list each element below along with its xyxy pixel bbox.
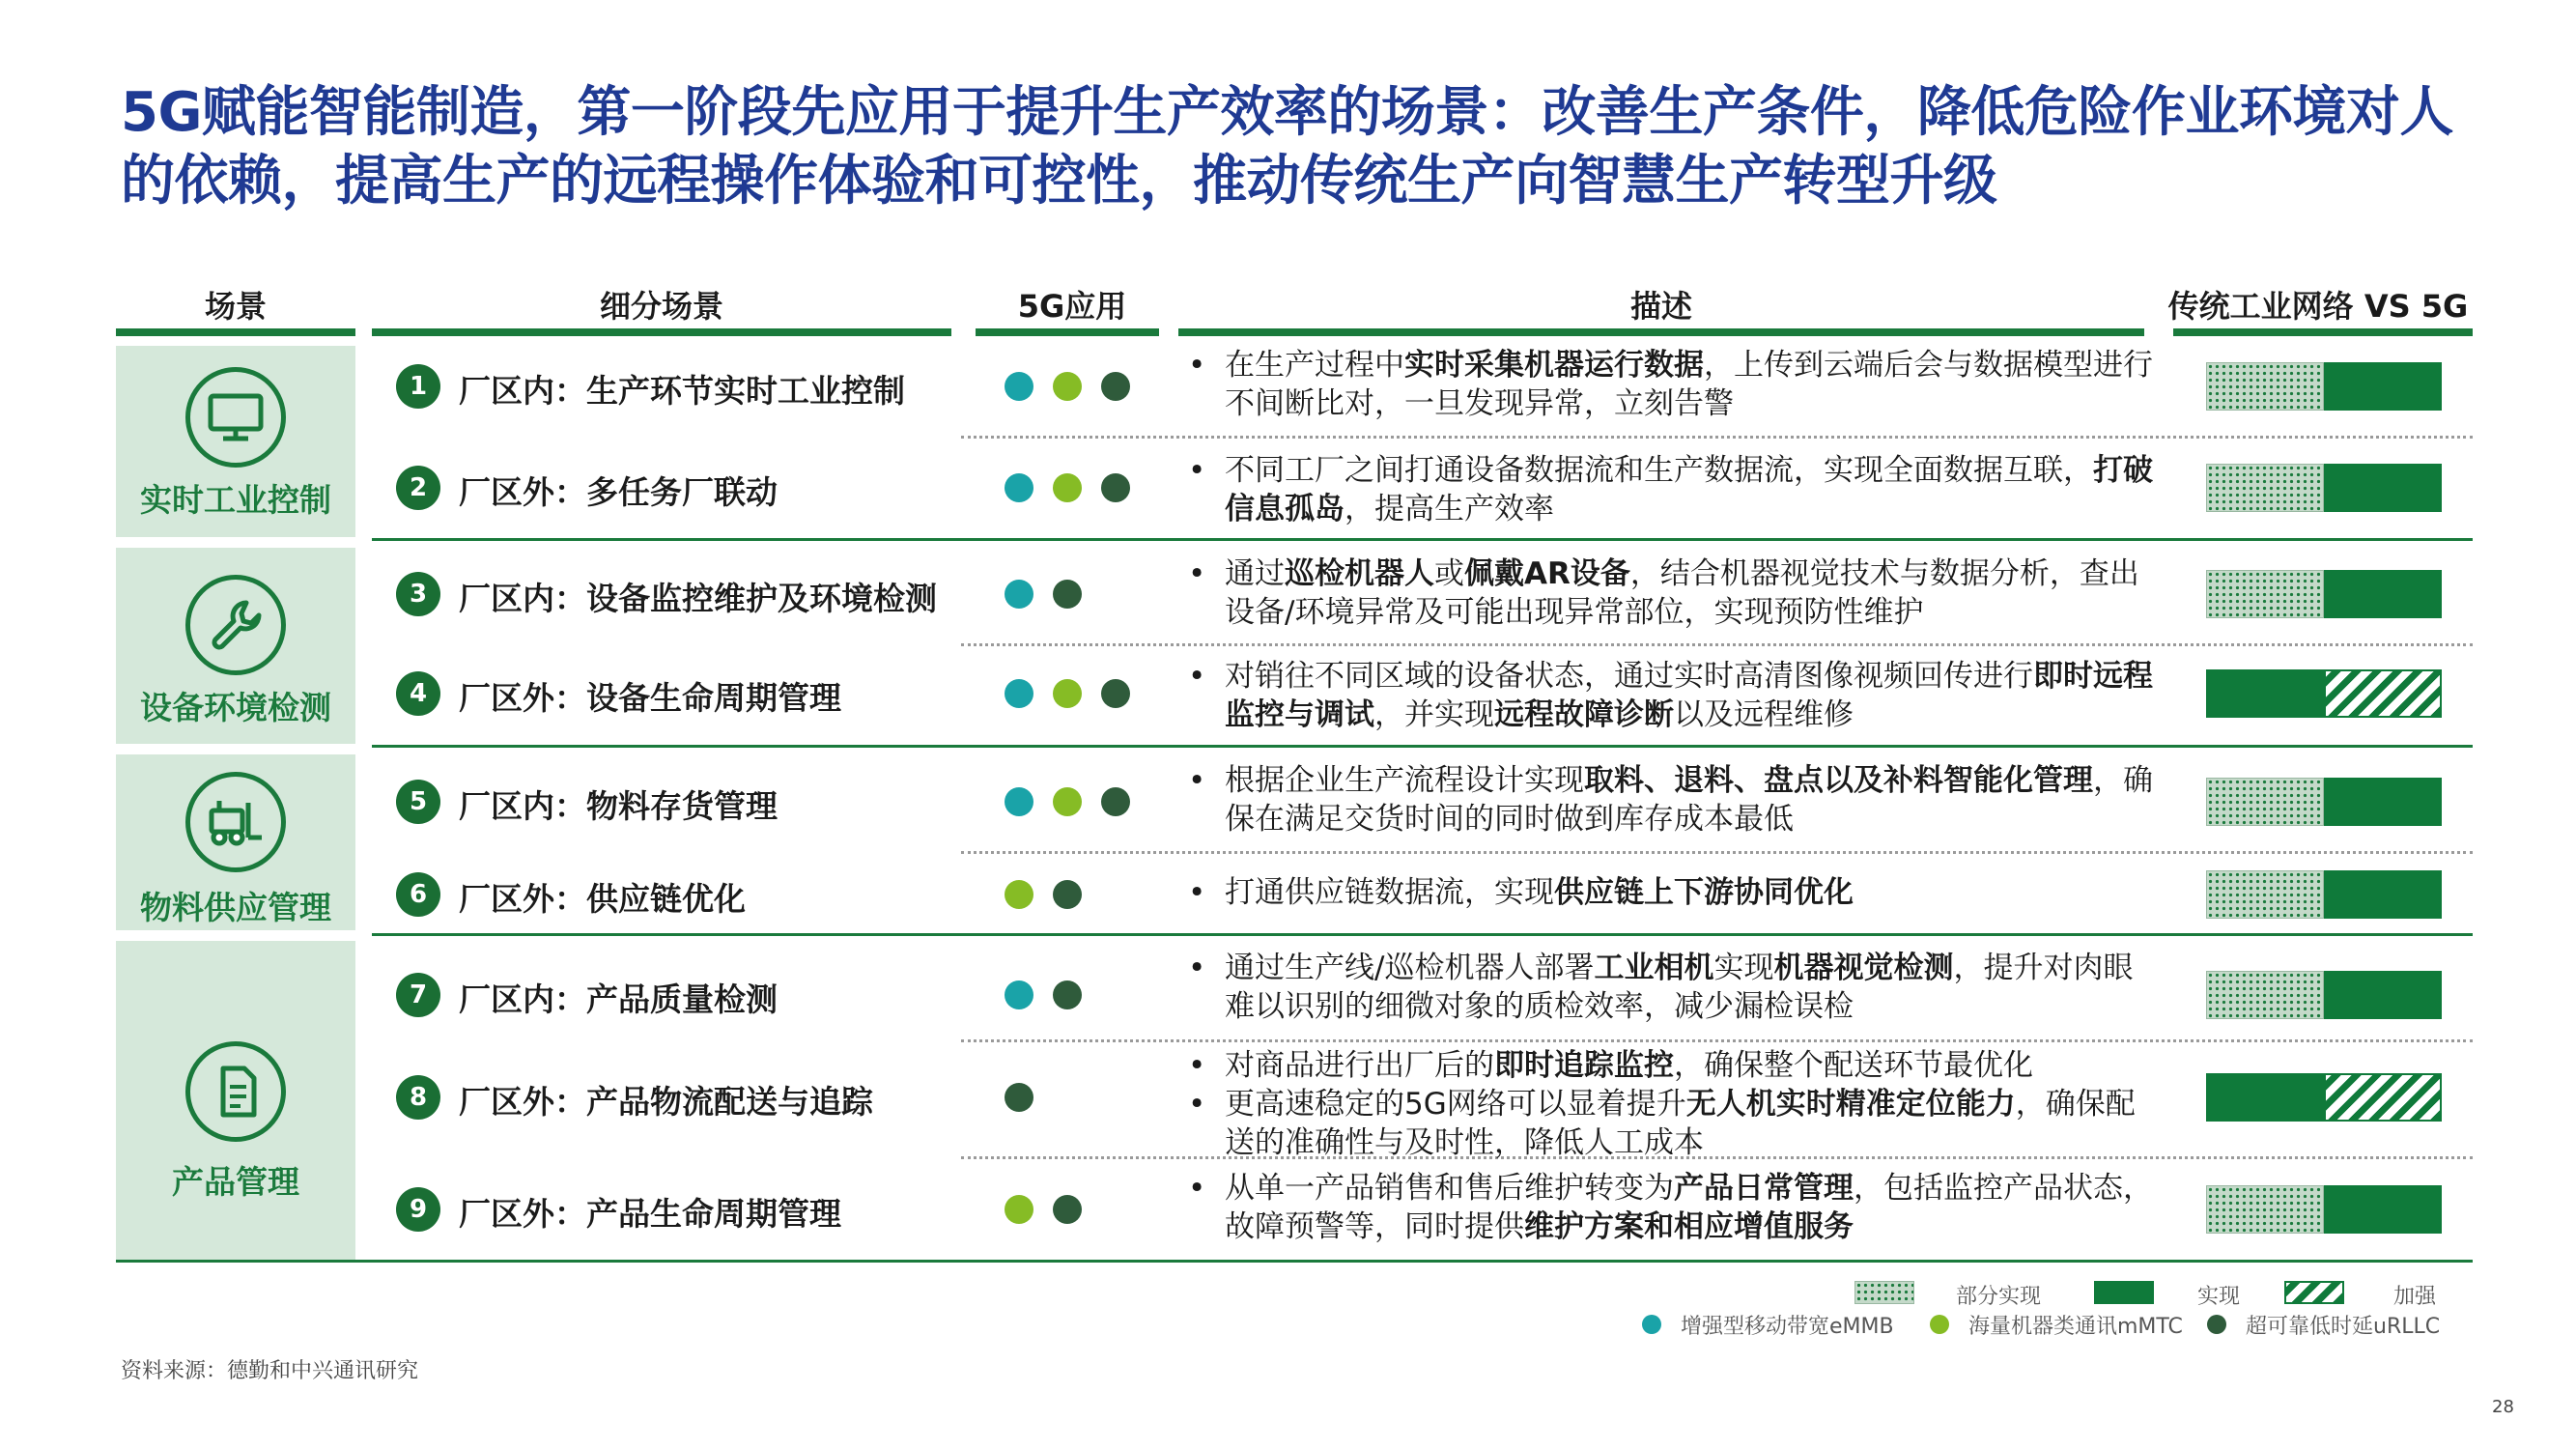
title-line-2: 的依赖，提高生产的远程操作体验和可控性，推动传统生产向智慧生产转型升级 [121,150,1997,213]
category-realtime-control [116,346,355,537]
row-number-badge: 2 [396,466,440,510]
app-dot-mmtc [1053,679,1082,708]
table-bottom-rule [116,1260,2473,1263]
description-text: ，包括监控产品状态，故障预警等，同时提供 [1225,1171,2153,1244]
category-label: 产品管理 [172,1163,299,1201]
app-dot-urllc [1053,980,1082,1009]
category-label: 实时工业控制 [140,481,331,519]
row-number-badge: 3 [396,572,440,616]
description-text: 不同工厂之间打通设备数据流和生产数据流，实现全面数据互联， [1225,453,2093,488]
compare-bar-traditional [2206,1185,2324,1234]
description-text: 打通供应链数据流，实现 [1225,875,1554,910]
app-dot-mmtc [1005,1195,1033,1224]
description-bullet [1188,1085,2154,1162]
description-bullet [1188,346,2154,423]
app-dot-urllc [1053,580,1082,609]
app-dot-urllc [1005,1083,1033,1112]
header-app: 5G应用 [1017,288,1127,325]
header-desc: 描述 [1629,288,1692,325]
subscene-label: 厂区内：设备监控维护及环境检测 [459,580,937,617]
subscene-label: 厂区外：多任务厂联动 [459,473,778,511]
compare-bar-traditional [2206,464,2324,512]
row-description [1188,1046,2154,1162]
app-dot-mmtc [1053,787,1082,816]
row-description [1188,761,2154,838]
description-text: ，上传到云端后会与数据模型进行不间断比对，一旦发现异常，立刻告警 [1225,348,2153,421]
description-text: 实现 [1713,951,1774,985]
app-dot-embb [1005,679,1033,708]
description-text: ，并实现 [1374,697,1494,732]
row-number-badge: 8 [396,1075,440,1120]
compare-bar-traditional [2206,1073,2324,1122]
legend-partial-label: 部分实现 [1956,1285,2042,1309]
description-highlight: 实时采集机器运行数据 [1404,348,1704,383]
row-divider [961,643,2473,646]
description-text: 通过 [1225,556,1285,591]
compare-bar-traditional [2206,870,2324,919]
row-number-badge: 9 [396,1187,440,1232]
checklist-icon [185,1041,286,1142]
app-dot-urllc [1101,787,1130,816]
compare-bar-5g [2324,1185,2442,1234]
app-dot-embb [1005,787,1033,816]
compare-bar-5g [2324,870,2442,919]
description-highlight: 远程故障诊断 [1494,697,1674,732]
header-compare: 传统工业网络 VS 5G [2167,288,2469,325]
header-rule-subscene [372,328,951,336]
forklift-icon [185,772,286,872]
wrench-icon [185,575,286,675]
description-text: ，提升对肉眼难以识别的细微对象的质检效率，减少漏检误检 [1225,951,2134,1024]
subscene-label: 厂区内：物料存货管理 [459,787,778,825]
description-highlight: 即时追踪监控 [1494,1048,1674,1083]
row-description [1188,346,2154,423]
category-equipment-monitoring [116,548,355,744]
description-text: 以及远程维修 [1674,697,1854,732]
header-rule-scene [116,328,355,336]
subscene-label: 厂区内：产品质量检测 [459,980,778,1018]
compare-bar-5g [2324,669,2442,718]
row-divider [961,436,2473,439]
group-divider [372,538,2473,541]
row-description [1188,554,2154,632]
description-highlight: 取料、退料、盘点以及补料智能化管理 [1584,763,2093,798]
subscene-label: 厂区外：产品生命周期管理 [459,1195,841,1233]
category-material-supply [116,754,355,930]
description-text: 通过生产线/巡检机器人部署 [1225,951,1595,985]
subscene-label: 厂区外：供应链优化 [459,880,746,918]
page-number: 28 [2492,1397,2514,1417]
compare-bar-5g [2324,778,2442,826]
compare-bar-5g [2324,362,2442,411]
description-highlight: 佩戴AR设备 [1464,556,1630,591]
compare-bar-5g [2324,971,2442,1019]
description-text: ，确保在满足交货时间的同时做到库存成本最低 [1225,763,2153,837]
description-bullet [1188,1046,2154,1085]
app-dot-embb [1005,580,1033,609]
legend-mmtc-dot [1930,1315,1949,1334]
legend-enhanced-swatch [2284,1281,2344,1304]
app-dot-mmtc [1053,372,1082,401]
row-description [1188,657,2154,734]
app-dot-urllc [1101,679,1130,708]
row-number-badge: 4 [396,671,440,716]
description-text: 对销往不同区域的设备状态，通过实时高清图像视频回传进行 [1225,659,2033,694]
header-rule-app [976,328,1159,336]
row-number-badge: 7 [396,973,440,1017]
description-highlight: 供应链上下游协同优化 [1554,875,1854,910]
compare-bar-traditional [2206,778,2324,826]
header-rule-desc [1178,328,2144,336]
compare-bar-5g [2324,1073,2442,1122]
group-divider [372,933,2473,936]
category-label: 物料供应管理 [140,889,331,926]
row-divider [961,1039,2473,1042]
description-bullet [1188,1169,2154,1246]
description-text: 更高速稳定的5G网络可以显着提升 [1225,1087,1686,1122]
description-bullet [1188,451,2154,528]
app-dot-urllc [1101,372,1130,401]
description-bullet [1188,761,2154,838]
group-divider [372,745,2473,748]
description-text: ，确保配送的准确性与及时性，降低人工成本 [1225,1087,2136,1160]
header-rule-compare [2173,328,2473,336]
description-bullet [1188,554,2154,632]
description-text: 对商品进行出厂后的 [1225,1048,1494,1083]
compare-bar-5g [2324,464,2442,512]
legend-urllc-dot [2207,1315,2226,1334]
description-highlight: 维护方案和相应增值服务 [1524,1209,1854,1244]
description-text: ，确保整个配送环节最优化 [1674,1048,2033,1083]
compare-bar-traditional [2206,971,2324,1019]
header-scene: 场景 [204,288,267,325]
subscene-label: 厂区内：生产环节实时工业控制 [459,372,905,410]
legend-embb-label: 增强型移动带宽eMMB [1681,1315,1894,1339]
row-description [1188,1169,2154,1246]
app-dot-urllc [1101,473,1130,502]
description-highlight: 无人机实时精准定位能力 [1685,1087,2016,1122]
description-bullet [1188,949,2154,1026]
compare-bar-traditional [2206,362,2324,411]
compare-bar-traditional [2206,669,2324,718]
app-dot-embb [1005,372,1033,401]
monitor-icon [185,367,286,468]
row-description [1188,873,2154,912]
header-subscene: 细分场景 [599,288,723,325]
description-highlight: 巡检机器人 [1285,556,1434,591]
row-number-badge: 5 [396,780,440,824]
description-bullet [1188,873,2154,912]
subscene-label: 厂区外：产品物流配送与追踪 [459,1083,873,1121]
compare-bar-5g [2324,570,2442,618]
app-dot-urllc [1053,1195,1082,1224]
description-text: ，结合机器视觉技术与数据分析，查出设备/环境异常及可能出现异常部位，实现预防性维护 [1225,556,2139,630]
app-dot-embb [1005,473,1033,502]
description-text: ，提高生产效率 [1345,492,1554,526]
row-divider [961,851,2473,854]
legend-urllc-label: 超可靠低时延uRLLC [2246,1315,2441,1339]
legend-real-swatch [2094,1281,2154,1304]
compare-bar-traditional [2206,570,2324,618]
legend-embb-dot [1642,1315,1661,1334]
row-description [1188,949,2154,1026]
description-text: 从单一产品销售和售后维护转变为 [1225,1171,1674,1206]
subscene-label: 厂区外：设备生命周期管理 [459,679,841,717]
description-text: 根据企业生产流程设计实现 [1225,763,1584,798]
app-dot-embb [1005,980,1033,1009]
description-text: 在生产过程中 [1225,348,1404,383]
description-highlight: 产品日常管理 [1674,1171,1854,1206]
legend-partial-swatch [1854,1281,1914,1304]
description-bullet [1188,657,2154,734]
category-product-management [116,941,355,1260]
description-highlight: 工业相机 [1594,951,1714,985]
app-dot-urllc [1053,880,1082,909]
description-highlight: 机器视觉检测 [1773,951,1954,985]
description-text: 或 [1434,556,1464,591]
title-line-1: 5G赋能智能制造，第一阶段先应用于提升生产效率的场景：改善生产条件，降低危险作业环境对人 [121,81,2453,144]
legend-enhanced-label: 加强 [2393,1285,2437,1309]
description-highlight: 即时远程监控与调试 [1225,659,2153,732]
category-label: 设备环境检测 [140,689,331,726]
row-number-badge: 1 [396,364,440,409]
description-highlight: 打破信息孤岛 [1225,453,2153,526]
row-number-badge: 6 [396,872,440,917]
app-dot-mmtc [1005,880,1033,909]
app-dot-mmtc [1053,473,1082,502]
row-description [1188,451,2154,528]
source-note: 资料来源：德勤和中兴通讯研究 [121,1359,419,1383]
legend-mmtc-label: 海量机器类通讯mMTC [1968,1315,2183,1339]
legend-real-label: 实现 [2197,1285,2241,1309]
